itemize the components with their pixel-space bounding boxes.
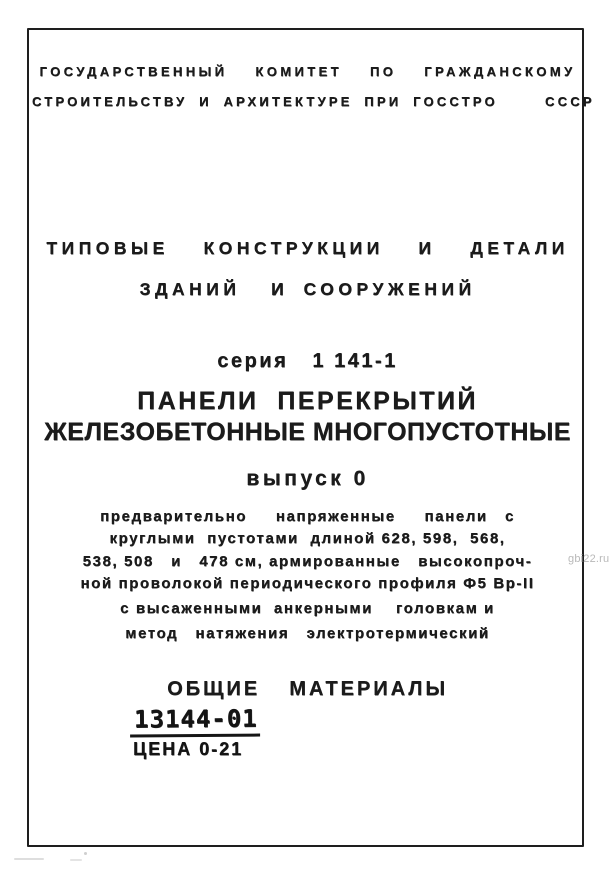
stamp-number: 13144-01 [130,705,260,738]
description-line: предварительно напряженные панели с [100,508,515,525]
description-line: с высаженными анкерными головкам и [120,600,495,618]
scan-speck [84,852,87,855]
section-title: ОБЩИЕ МАТЕРИАЛЫ [167,678,448,700]
series-title-line-1: ТИПОВЫЕ КОНСТРУКЦИИ И ДЕТАЛИ [46,238,569,258]
description-line: ной проволокой периодического профиля Ф5 Вр-II [80,574,535,592]
subject-title-line-2: ЖЕЛЕЗОБЕТОННЫЕ МНОГОПУСТОТНЫЕ [44,418,571,446]
description-line: метод натяжения электротермический [125,625,490,643]
description-line: 538, 508 и 478 см, армированные высокопроч- [82,552,533,570]
committee-name-line-2: СТРОИТЕЛЬСТВУ И АРХИТЕКТУРЕ ПРИ ГОССТРО СССР [32,94,595,109]
price-label: ЦЕНА 0-21 [133,738,244,759]
description-paragraph [32,506,583,646]
series-title-line-2: ЗДАНИЙ И СООРУЖЕНИЙ [139,279,476,299]
subject-title-line-1: ПАНЕЛИ ПЕРЕКРЫТИЙ [137,387,478,415]
issue-label: выпуск 0 [246,467,369,490]
series-number: серия 1 141-1 [217,350,398,372]
scan-smudge [70,859,82,861]
committee-name-line-1: ГОСУДАРСТВЕННЫЙ КОМИТЕТ ПО ГРАЖДАНСКОМУ [39,64,576,79]
description-line: круглыми пустотами длиной 628, 598, 568, [109,530,506,548]
stamp-block [130,705,272,759]
scan-smudge [14,858,44,860]
watermark-text: gbi22.ru [568,553,610,565]
